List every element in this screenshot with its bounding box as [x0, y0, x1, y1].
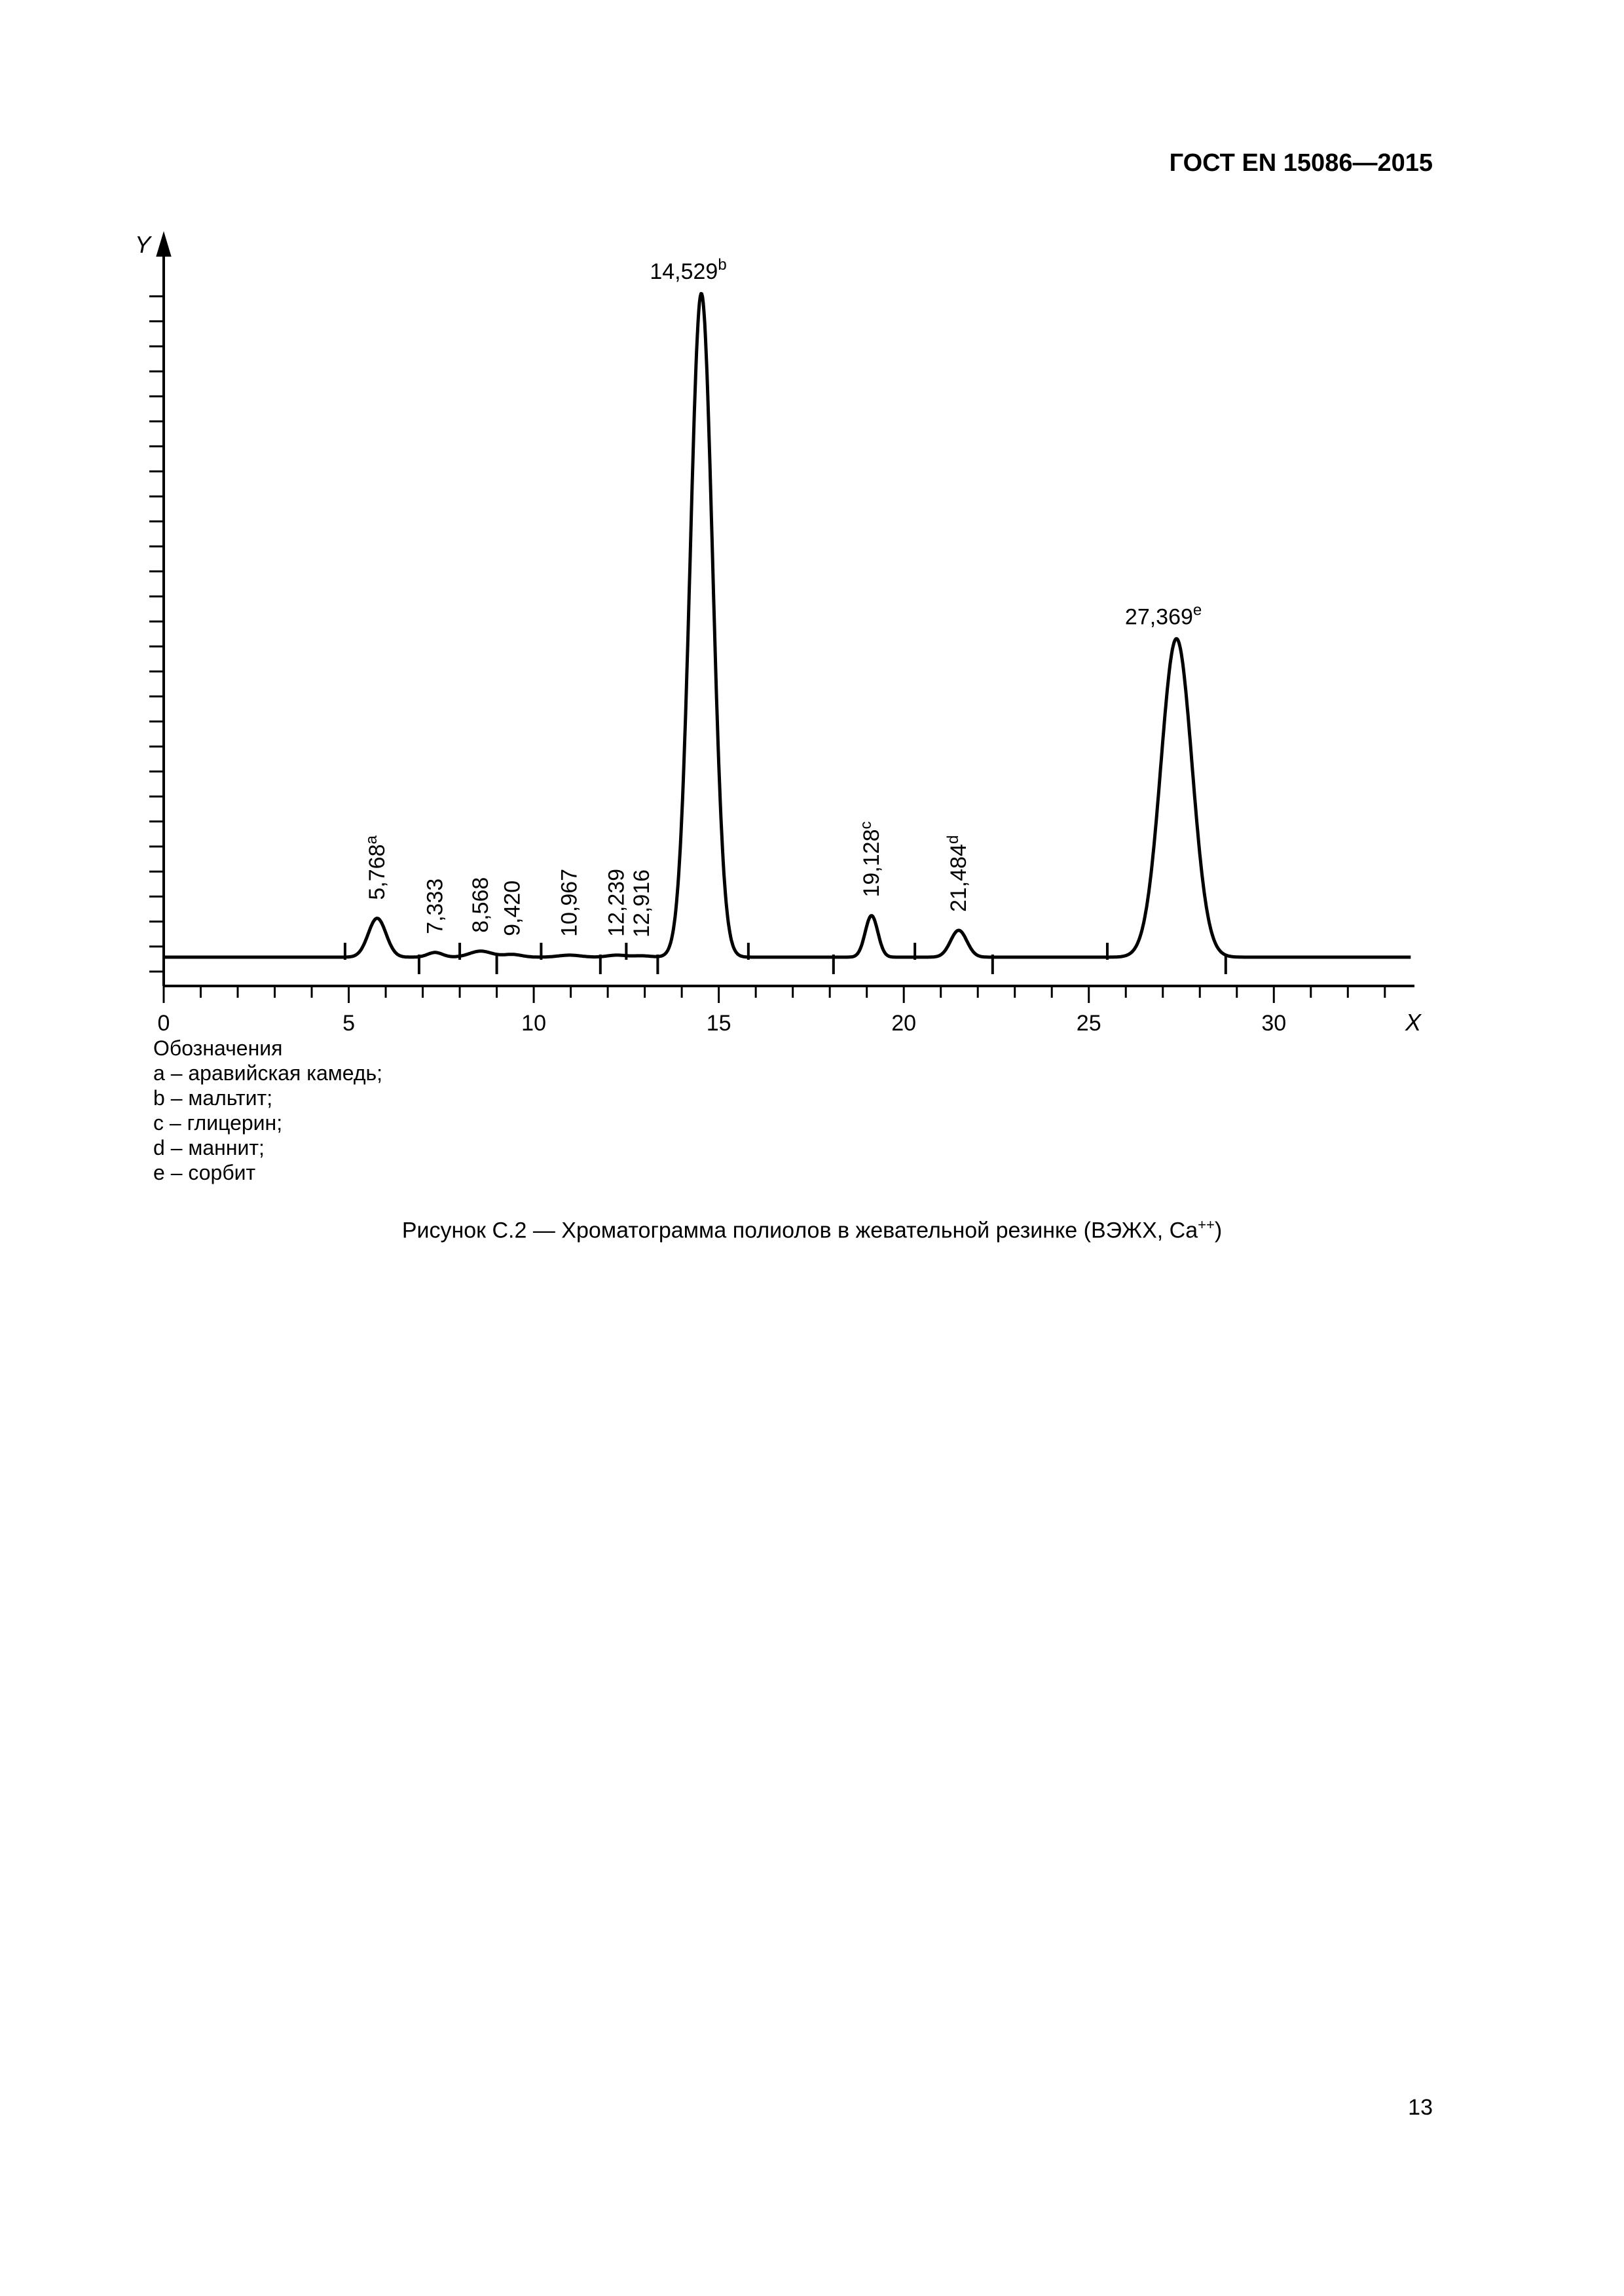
x-tick-label: 15 [706, 1011, 731, 1036]
x-tick-label: 5 [342, 1011, 356, 1036]
legend-item-e: e – сорбит [153, 1161, 256, 1184]
x-tick-label: 0 [157, 1011, 170, 1036]
page-number: 13 [1408, 2095, 1433, 2120]
peak-label: 7,333 [422, 878, 448, 934]
peak-label: 12,239 [604, 868, 629, 937]
peak-label: 14,529$^b$ [650, 256, 727, 284]
x-axis-label: X [1405, 1009, 1422, 1036]
peak-label: 10,967 [557, 868, 582, 937]
y-axis-arrow [158, 236, 170, 255]
legend-title: Обозначения [153, 1036, 283, 1060]
axis-ticks [149, 297, 1385, 1003]
x-tick-label: 10 [521, 1011, 547, 1036]
chart-axes [158, 236, 1414, 986]
x-tick-label: 30 [1261, 1011, 1287, 1036]
peak-label: 27,369e [1124, 601, 1202, 630]
peak-label: 12,916 [629, 869, 654, 938]
peak-label: 5,768$^a$ [362, 835, 390, 900]
legend-item-d: d – маннит; [153, 1136, 265, 1159]
legend-item-a: a – аравийская камедь; [153, 1061, 383, 1085]
caption-superscript: ++ [1198, 1216, 1215, 1233]
peak-label: 19,128$^c$ [857, 821, 884, 898]
legend [153, 1036, 382, 1185]
x-tick-label: 20 [891, 1011, 917, 1036]
peak-label: 21,484$^d$ [944, 835, 972, 913]
x-tick-labels [158, 1011, 1287, 1036]
chromatogram-trace [164, 294, 1411, 958]
x-tick-label: 25 [1076, 1011, 1101, 1036]
caption-text: Рисунок С.2 — Хроматограмма полиолов в жевательной резинке (ВЭЖХ, Ca [401, 1218, 1198, 1243]
caption-tail: ) [1214, 1218, 1223, 1243]
standard-code: ГОСТ EN 15086—2015 [1169, 149, 1433, 177]
figure-caption [0, 1216, 1624, 1243]
peak-labels [363, 256, 1202, 938]
peak-label: 9,420 [500, 880, 525, 936]
legend-item-b: b – мальтит; [153, 1086, 273, 1110]
legend-item-c: c – глицерин; [153, 1111, 283, 1135]
axis-labels [135, 231, 1422, 1036]
y-axis-label: Y [135, 231, 151, 258]
peak-label: 8,568 [468, 877, 494, 933]
